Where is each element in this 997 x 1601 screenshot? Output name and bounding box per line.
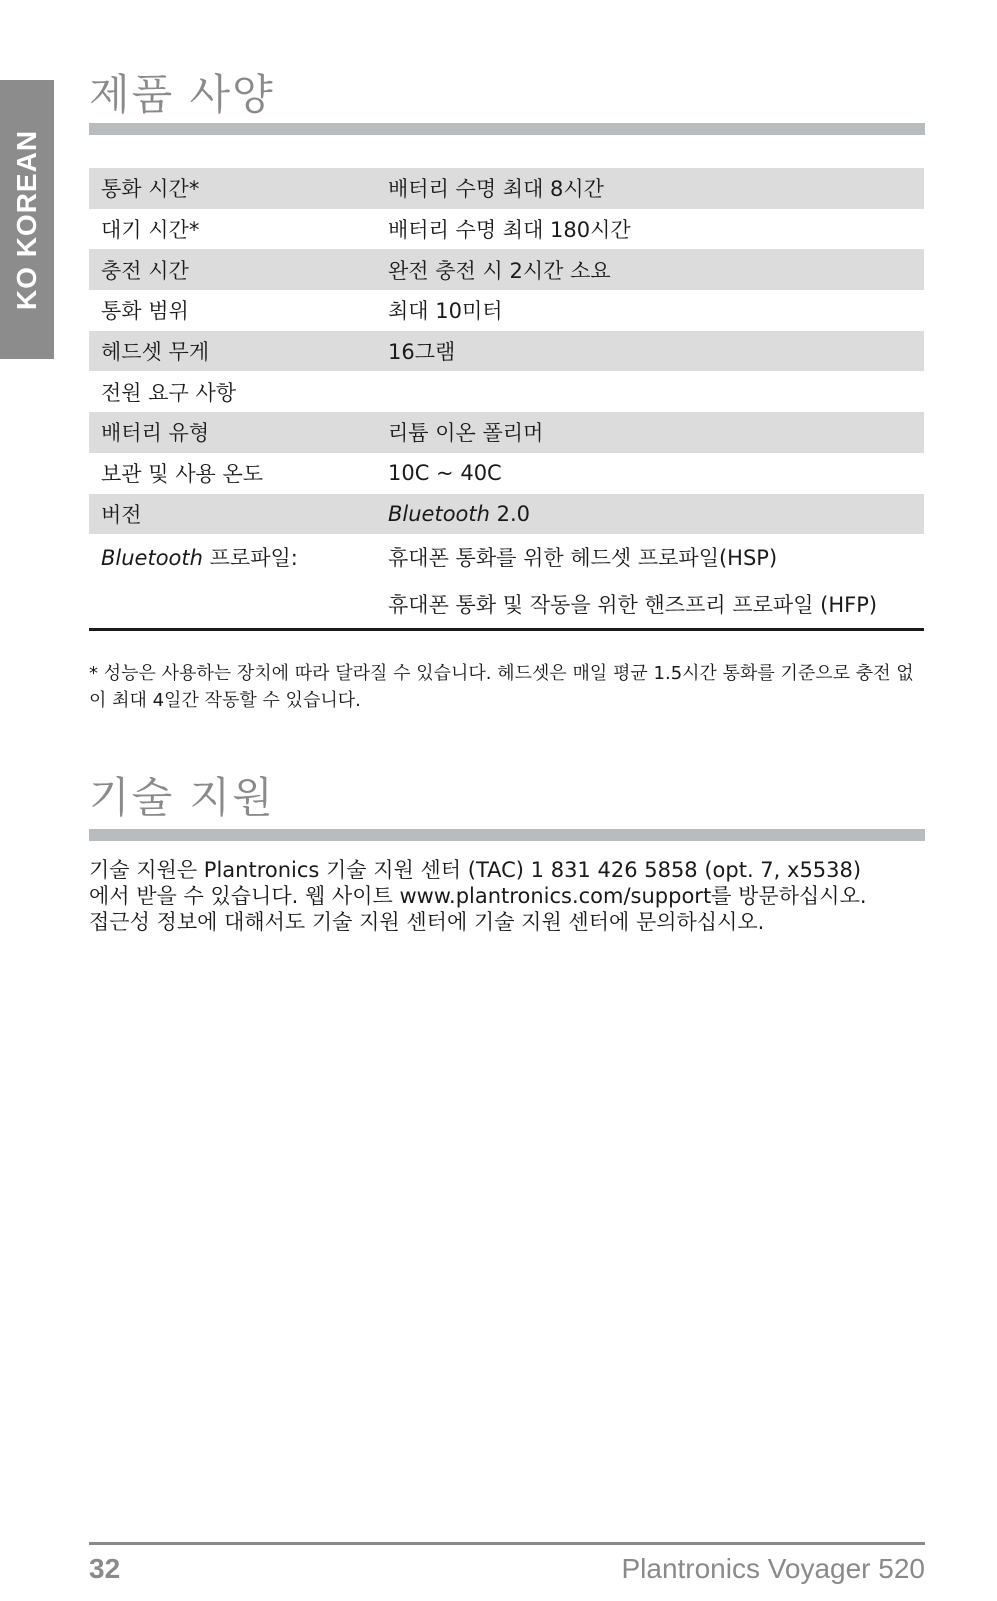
specs-table (89, 168, 924, 631)
table-row (89, 453, 924, 494)
table-row (89, 331, 924, 372)
spec-label-italic: Bluetooth (101, 546, 203, 571)
table-row (89, 494, 924, 535)
specs-footnote: * 성능은 사용하는 장치에 따라 달라질 수 있습니다. 헤드셋은 매일 평균 1.5시간 통화를 기준으로 충전 없이 최대 4일간 작동할 수 있습니다. (89, 663, 914, 711)
spec-value (376, 494, 924, 535)
spec-label (89, 534, 376, 630)
table-row (89, 412, 924, 453)
language-tab (0, 80, 54, 359)
spec-value: 배터리 수명 최대 8시간 (376, 168, 924, 209)
spec-value: 최대 10미터 (388, 299, 503, 324)
support-heading-rule (89, 829, 925, 841)
spec-label: 전원 요구 사항 (101, 380, 237, 405)
spec-label-rest: 프로파일: (202, 546, 298, 571)
table-row (89, 209, 924, 250)
spec-value-line: 휴대폰 통화 및 작동을 위한 핸즈프리 프로파일 (HFP) (388, 593, 878, 618)
spec-value (376, 371, 924, 412)
language-tab-label: KO KOREAN (11, 129, 42, 310)
table-row (89, 249, 924, 290)
spec-value-italic: Bluetooth (388, 501, 490, 526)
table-row (89, 290, 924, 331)
page-number: 32 (89, 1553, 121, 1584)
spec-value: 10C ~ 40C (388, 461, 502, 486)
spec-value (376, 534, 924, 630)
spec-label: 통화 시간* (89, 168, 376, 209)
support-line: 접근성 정보에 대해서도 기술 지원 센터에 기술 지원 센터에 문의하십시오. (89, 910, 765, 934)
spec-value-line: 휴대폰 통화를 위한 헤드셋 프로파일(HSP) (388, 546, 778, 571)
specs-heading-rule (89, 123, 925, 135)
spec-label: 배터리 유형 (89, 412, 376, 453)
spec-label: 헤드셋 무게 (89, 331, 376, 372)
support-line: 에서 받을 수 있습니다. 웹 사이트 www.plantronics.com/support를 방문하십시오. (89, 884, 867, 908)
table-row (89, 371, 924, 412)
spec-label: 보관 및 사용 온도 (101, 462, 264, 487)
table-row (89, 168, 924, 209)
support-line: 기술 지원은 Plantronics 기술 지원 센터 (TAC) 1 831 426 5858 (opt. 7, x5538) (89, 858, 862, 882)
spec-label: 대기 시간* (101, 218, 200, 243)
spec-label: 통화 범위 (101, 299, 189, 324)
product-name: Plantronics Voyager 520 (621, 1553, 925, 1584)
specs-heading: 제품 사양 (89, 70, 275, 119)
spec-value-rest: 2.0 (489, 501, 531, 526)
spec-value: 리튬 이온 폴리머 (376, 412, 924, 453)
footer-rule (89, 1542, 925, 1545)
spec-label: 충전 시간 (89, 249, 376, 290)
support-text (89, 857, 925, 935)
spec-value: 완전 충전 시 2시간 소요 (376, 249, 924, 290)
spec-value: 배터리 수명 최대 180시간 (388, 218, 631, 243)
table-row (89, 534, 924, 630)
spec-label: 버전 (89, 494, 376, 535)
support-heading: 기술 지원 (89, 773, 275, 822)
spec-value: 16그램 (376, 331, 924, 372)
